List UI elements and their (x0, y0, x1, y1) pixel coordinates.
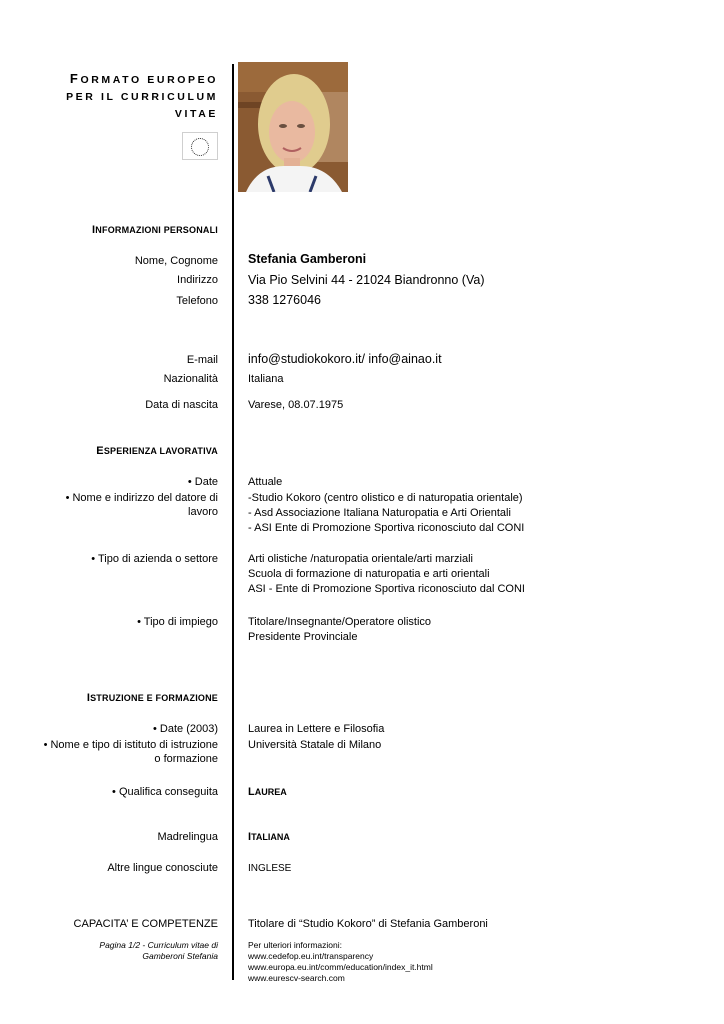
sector-line: ASI - Ente di Promozione Sportiva riconosciuto dal CONI (248, 583, 525, 595)
work-date-label: • Date (187, 476, 218, 488)
institute-label: • Nome e tipo di istituto di istruzione o formazione (43, 739, 218, 765)
birth-label: Data di nascita (145, 399, 218, 411)
email-value: info@studiokokoro.it/ info@ainao.it (248, 352, 442, 366)
mother-tongue-value: ITALIANA (248, 831, 290, 843)
footer-link[interactable]: www.eurescv-search.com (248, 973, 345, 983)
education-date-label: • Date (2003) (153, 723, 218, 735)
employer-value (248, 491, 524, 536)
footer-link[interactable]: www.europa.eu.int/comm/education/index_it.html (248, 962, 433, 972)
nationality-label: Nazionalità (163, 373, 218, 385)
name-value: Stefania Gamberoni (248, 252, 367, 266)
column-divider (232, 64, 234, 980)
name-label: Nome, Cognome (134, 255, 218, 267)
employer-label: • Nome e indirizzo del datore di lavoro (65, 492, 218, 518)
skills-label: CAPACITA’ E COMPETENZE (73, 918, 218, 930)
sector-line: Arti olistiche /naturopatia orientale/arti marziali (248, 553, 473, 565)
other-languages-label: Altre lingue conosciute (107, 862, 218, 874)
sector-value (248, 552, 525, 597)
employer-line: - Asd Associazione Italiana Naturopatia e Arti Orientali (248, 507, 511, 519)
birth-value: Varese, 08.07.1975 (248, 399, 344, 411)
address-value: Via Pio Selvini 44 - 21024 Biandronno (Va) (248, 273, 485, 287)
footer-link[interactable]: www.cedefop.eu.int/transparency (248, 951, 374, 961)
footer-info-heading: Per ulteriori informazioni: (248, 940, 343, 950)
mother-tongue-label: Madrelingua (157, 831, 218, 843)
eu-flag-logo (182, 132, 218, 160)
job-type-value (248, 615, 431, 645)
profile-photo (238, 62, 348, 192)
email-label: E-mail (186, 354, 218, 366)
education-date-value: Laurea in Lettere e Filosofia (248, 723, 385, 735)
sector-line: Scuola di formazione di naturopatia e arti orientali (248, 568, 490, 580)
nationality-value: Italiana (248, 373, 284, 385)
job-line: Titolare/Insegnante/Operatore olistico (248, 616, 432, 628)
footer-links (248, 940, 433, 984)
address-label: Indirizzo (177, 274, 218, 286)
phone-value: 338 1276046 (248, 293, 321, 307)
sector-label: • Tipo di azienda o settore (91, 553, 218, 565)
job-line: Presidente Provinciale (248, 631, 358, 643)
footer-page-info: Pagina 1/2 - Curriculum vitae di Gamberoni Stefania (99, 940, 218, 961)
phone-label: Telefono (176, 295, 218, 307)
section-work-experience: ESPERIENZA LAVORATIVA (96, 445, 218, 457)
employer-line: - ASI Ente di Promozione Sportiva riconosciuto dal CONI (248, 522, 525, 534)
qualification-value: LAUREA (248, 786, 287, 798)
other-languages-value: INGLESE (248, 863, 292, 874)
section-education: ISTRUZIONE E FORMAZIONE (86, 692, 218, 704)
document-title: FORMATO EUROPEO PER IL CURRICULUM VITAE (66, 71, 218, 120)
job-type-label: • Tipo di impiego (137, 616, 218, 628)
employer-line: -Studio Kokoro (centro olistico e di naturopatia orientale) (248, 492, 523, 504)
section-personal-info: INFORMAZIONI PERSONALI (92, 224, 218, 236)
qualification-label: • Qualifica conseguita (112, 786, 218, 798)
skills-value: Titolare di “Studio Kokoro” di Stefania Gamberoni (248, 918, 488, 930)
institute-value: Università Statale di Milano (248, 739, 382, 751)
work-date-value: Attuale (248, 476, 283, 488)
